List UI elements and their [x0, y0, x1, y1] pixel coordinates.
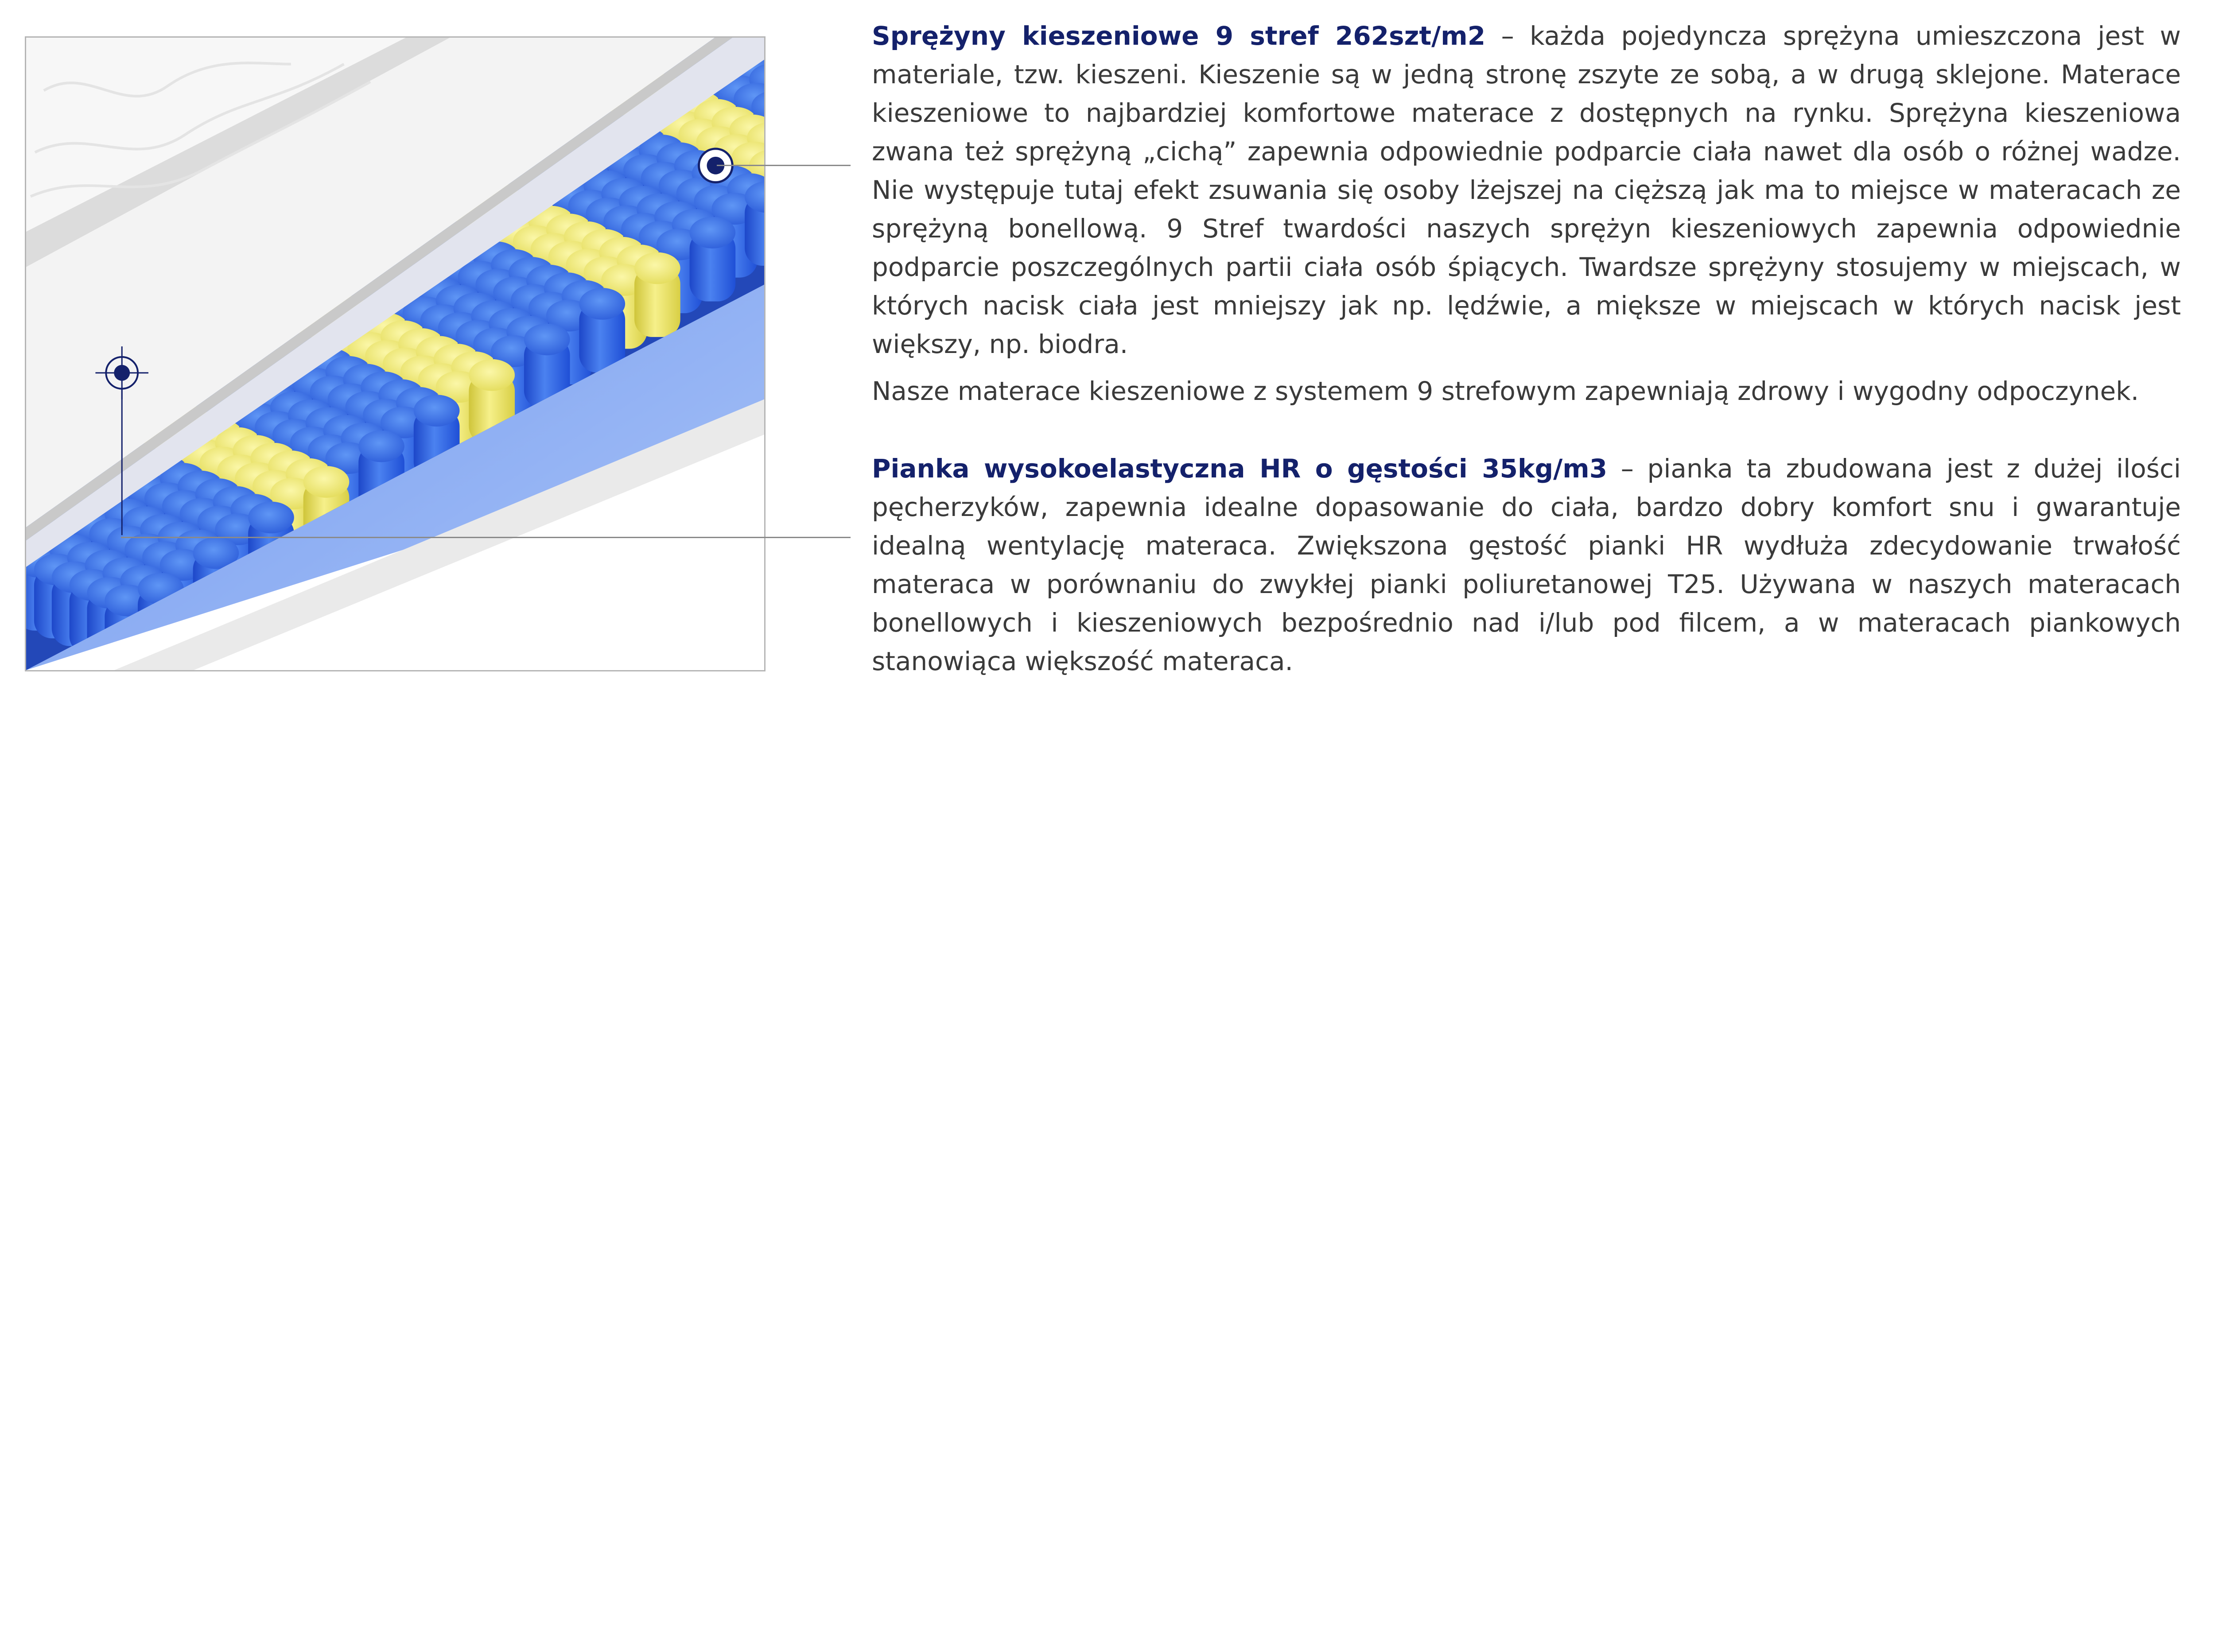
pocket-spring-top [524, 324, 570, 356]
foam-body: – pianka ta zbudowana jest z dużej ilości pęcherzyków, zapewnia idealne dopasowanie do ciała, bardzo dobry komfort snu i gwarantuje idealną wentylację materaca. Zwiększona gęstość pianki HR wydłuża zdecydowanie trwałość materaca w porównaniu do zwykłej pianki poliuretanowej T25. Używana w naszych materacach bonellowych i kieszeniowych bezpośrednio nad i/lub pod filcem, a w materacach piankowych stanowiąca większość materaca. [872, 454, 2181, 676]
pocket-spring-top [690, 217, 736, 248]
pocket-spring-top [303, 466, 350, 498]
foam-description [872, 450, 2181, 681]
pocket-spring-top [634, 252, 680, 284]
springs-summary: Nasze materace kieszeniowe z systemem 9 strefowym zapewniają zdrowy i wygodny odpoczynek. [872, 376, 2139, 406]
foam-title: Pianka wysokoelastyczna HR o gęstości 35kg/m3 [872, 454, 1608, 484]
pocket-spring-top [579, 288, 626, 320]
mattress-layers-drawing [26, 38, 764, 670]
pocket-spring-top [469, 359, 515, 391]
pocket-spring-top [414, 395, 460, 427]
springs-body: – każda pojedyncza sprężyna umieszczona jest w materiale, tzw. kieszeni. Kieszenie są w jedną stronę zszyte ze sobą, a w drugą sklejone. Materace kieszeniowe to najbardziej komfortowe materace z dostępnych na rynku. Sprężyna kieszeniowa zwana też sprężyną „cichą” zapewnia odpowiednie podparcie ciała nawet dla osób o różnej wadze. Nie występuje tutaj efekt zsuwania się osoby lżejszej na cięższą jak ma to miejsce w materacach ze sprężyną bonellową. 9 Stref twardości naszych sprężyn kieszeniowych zapewnia odpowiednie podparcie poszczególnych partii ciała osób śpiących. Twardsze sprężyny stosujemy w miejscach, w których nacisk ciała jest mniejszy jak np. lędźwie, a miększe w miejscach w których nacisk jest większy, np. biodra. [872, 21, 2181, 359]
callout-line-foam [121, 537, 851, 538]
pocket-spring-top [358, 430, 404, 462]
springs-title: Sprężyny kieszeniowe 9 stref 262szt/m2 [872, 21, 1486, 51]
mattress-cross-section-illustration [25, 36, 766, 671]
springs-description [872, 17, 2181, 364]
pocket-spring-top [248, 502, 294, 534]
callout-line-springs [717, 165, 851, 166]
